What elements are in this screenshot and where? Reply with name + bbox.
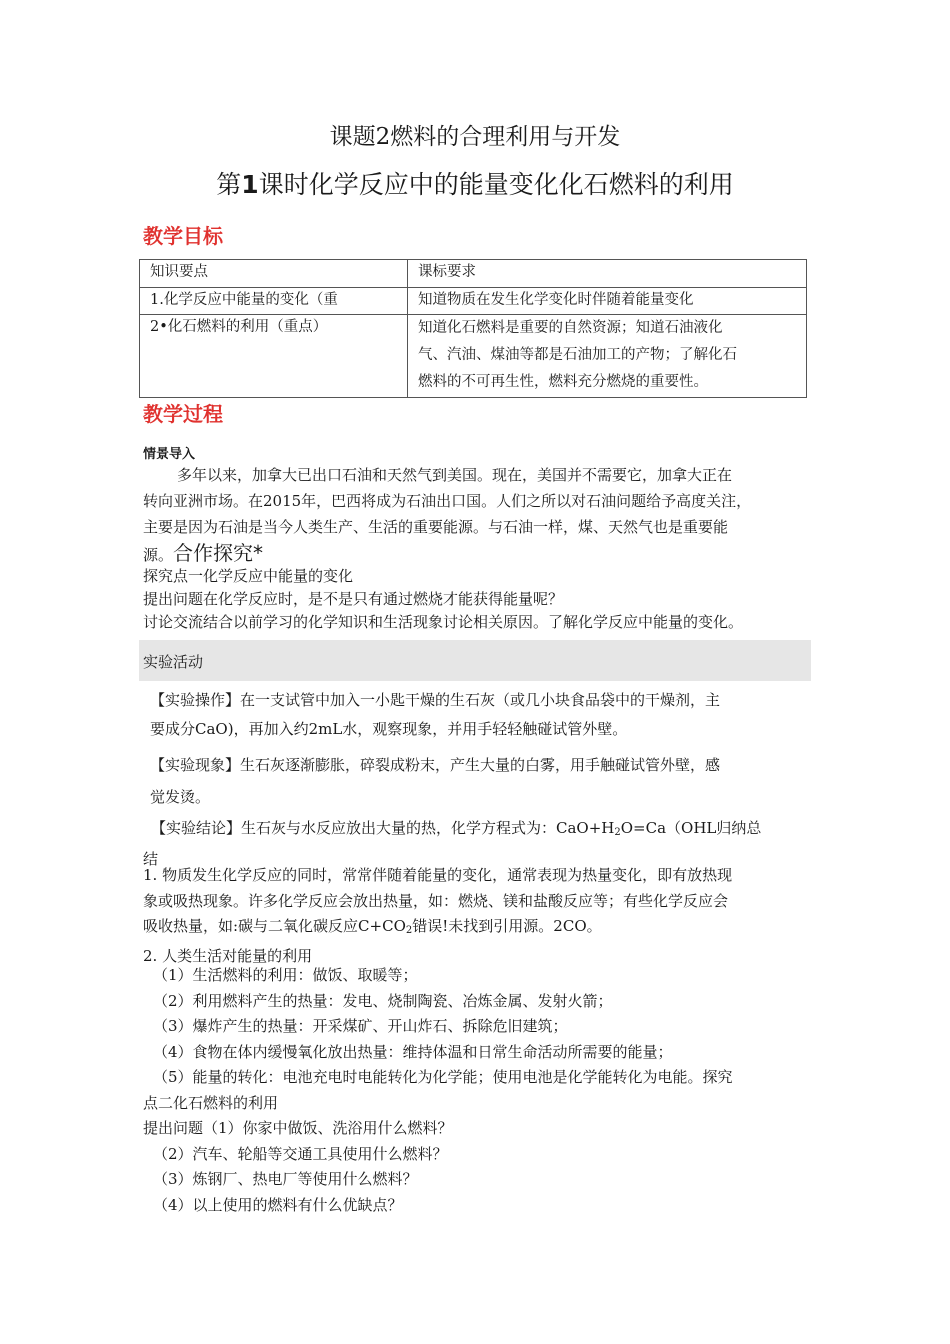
list-item: （1）生活燃料的利用：做饭、取暖等； <box>153 966 418 984</box>
list-item: （5）能量的转化：电池充电时电能转化为化学能；使用电池是化学能转化为电能。探究 <box>153 1068 733 1086</box>
experiment-label: 实验活动 <box>143 653 204 671</box>
table-cell: 1.化学反应中能量的变化（重 <box>140 288 408 315</box>
summary-one: 1. 物质发生化学反应的同时，常常伴随着能量的变化，通常表现为热量变化，即有放热现 象或吸热现象。许多化学反应会放出热量，如：燃烧、镁和盐酸反应等；有些化学反应会 吸收热量，如:碳与二氧化碳反应$C+CO_2$错误!未找到引用源。2CO。 2. 人类生活对能量的利用 <box>143 866 733 965</box>
table-cell: 知道化石燃料是重要的自然资源；知道石油液化 气、汽油、煤油等都是石油加工的产物；了解化石 燃料的不可再生性，燃料充分燃烧的重要性。 <box>408 315 807 398</box>
list-item: （3）炼钢厂、热电厂等使用什么燃料？ <box>153 1170 418 1188</box>
intro-paragraph: 多年以来，加拿大已出口石油和天然气到美国。现在，美国并不需要它，加拿大正在 转向亚洲市场。在2015年，巴西将成为石油出口国。人们之所以对石油问题给予高度关注， 主要是因为石油是当今人类生产、生活的重要能源。与石油一样，煤、天然气也是重要能 源。合作探究* <box>143 466 752 565</box>
experiment-banner <box>139 640 811 681</box>
list-item: （2）汽车、轮船等交通工具使用什么燃料？ <box>153 1144 448 1163</box>
experiment-operation: 【实验操作】在一支试管中加入一小匙干燥的生石灰（或几小块食品袋中的干燥剂，主 要成分CaO)，再加入约2mL水，观察现象，并用手轻轻触碰试管外壁。 <box>150 691 721 738</box>
table-cell: 2•化石燃料的利用（重点） <box>140 315 408 398</box>
list-item: （2）利用燃料产生的热量：发电、烧制陶瓷、冶炼金属、发射火箭； <box>153 991 613 1010</box>
page-subtitle: 第1课时化学反应中的能量变化化石燃料的利用 <box>216 170 734 199</box>
explore-two-heading: 点二化石燃料的利用 <box>143 1093 279 1112</box>
list-item: （4）以上使用的燃料有什么优缺点？ <box>153 1195 403 1214</box>
list-item: （4）食物在体内缓慢氧化放出热量：维持体温和日常生命活动所需要的能量； <box>153 1042 673 1061</box>
list-item: （3）爆炸产生的热量：开采煤矿、开山炸石、拆除危旧建筑； <box>153 1017 568 1035</box>
explore-one: 探究点一化学反应中能量的变化 提出问题在化学反应时，是不是只有通过燃烧才能获得能量呢？ 讨论交流结合以前学习的化学知识和生活现象讨论相关原因。了解化学反应中能量的变化。 <box>143 567 744 631</box>
energy-uses-list <box>143 963 823 1218</box>
page-title: 课题2燃料的合理利用与开发 <box>329 124 621 150</box>
objectives-table <box>139 259 807 398</box>
intro-heading: 情景导入 <box>143 447 196 462</box>
experiment-conclusion: 【实验结论】生石灰与水反应放出大量的热，化学方程式为：$CaO+H_2O=Ca(OHL$归纳总 结 <box>143 819 762 868</box>
experiment-phenomenon: 【实验现象】生石灰逐渐膨胀，碎裂成粉末，产生大量的白雾，用手触碰试管外壁，感 觉发烫。 <box>150 756 721 806</box>
section-teaching-goals: 教学目标 <box>143 224 223 248</box>
list-item: 提出问题（1）你家中做饭、洗浴用什么燃料？ <box>143 1119 453 1137</box>
table-header-requirements: 课标要求 <box>408 260 807 288</box>
table-header-knowledge: 知识要点 <box>140 260 408 288</box>
coop-heading: 合作探究* <box>173 541 264 565</box>
table-cell: 知道物质在发生化学变化时伴随着能量变化 <box>408 288 807 315</box>
section-teaching-process: 教学过程 <box>143 402 223 426</box>
